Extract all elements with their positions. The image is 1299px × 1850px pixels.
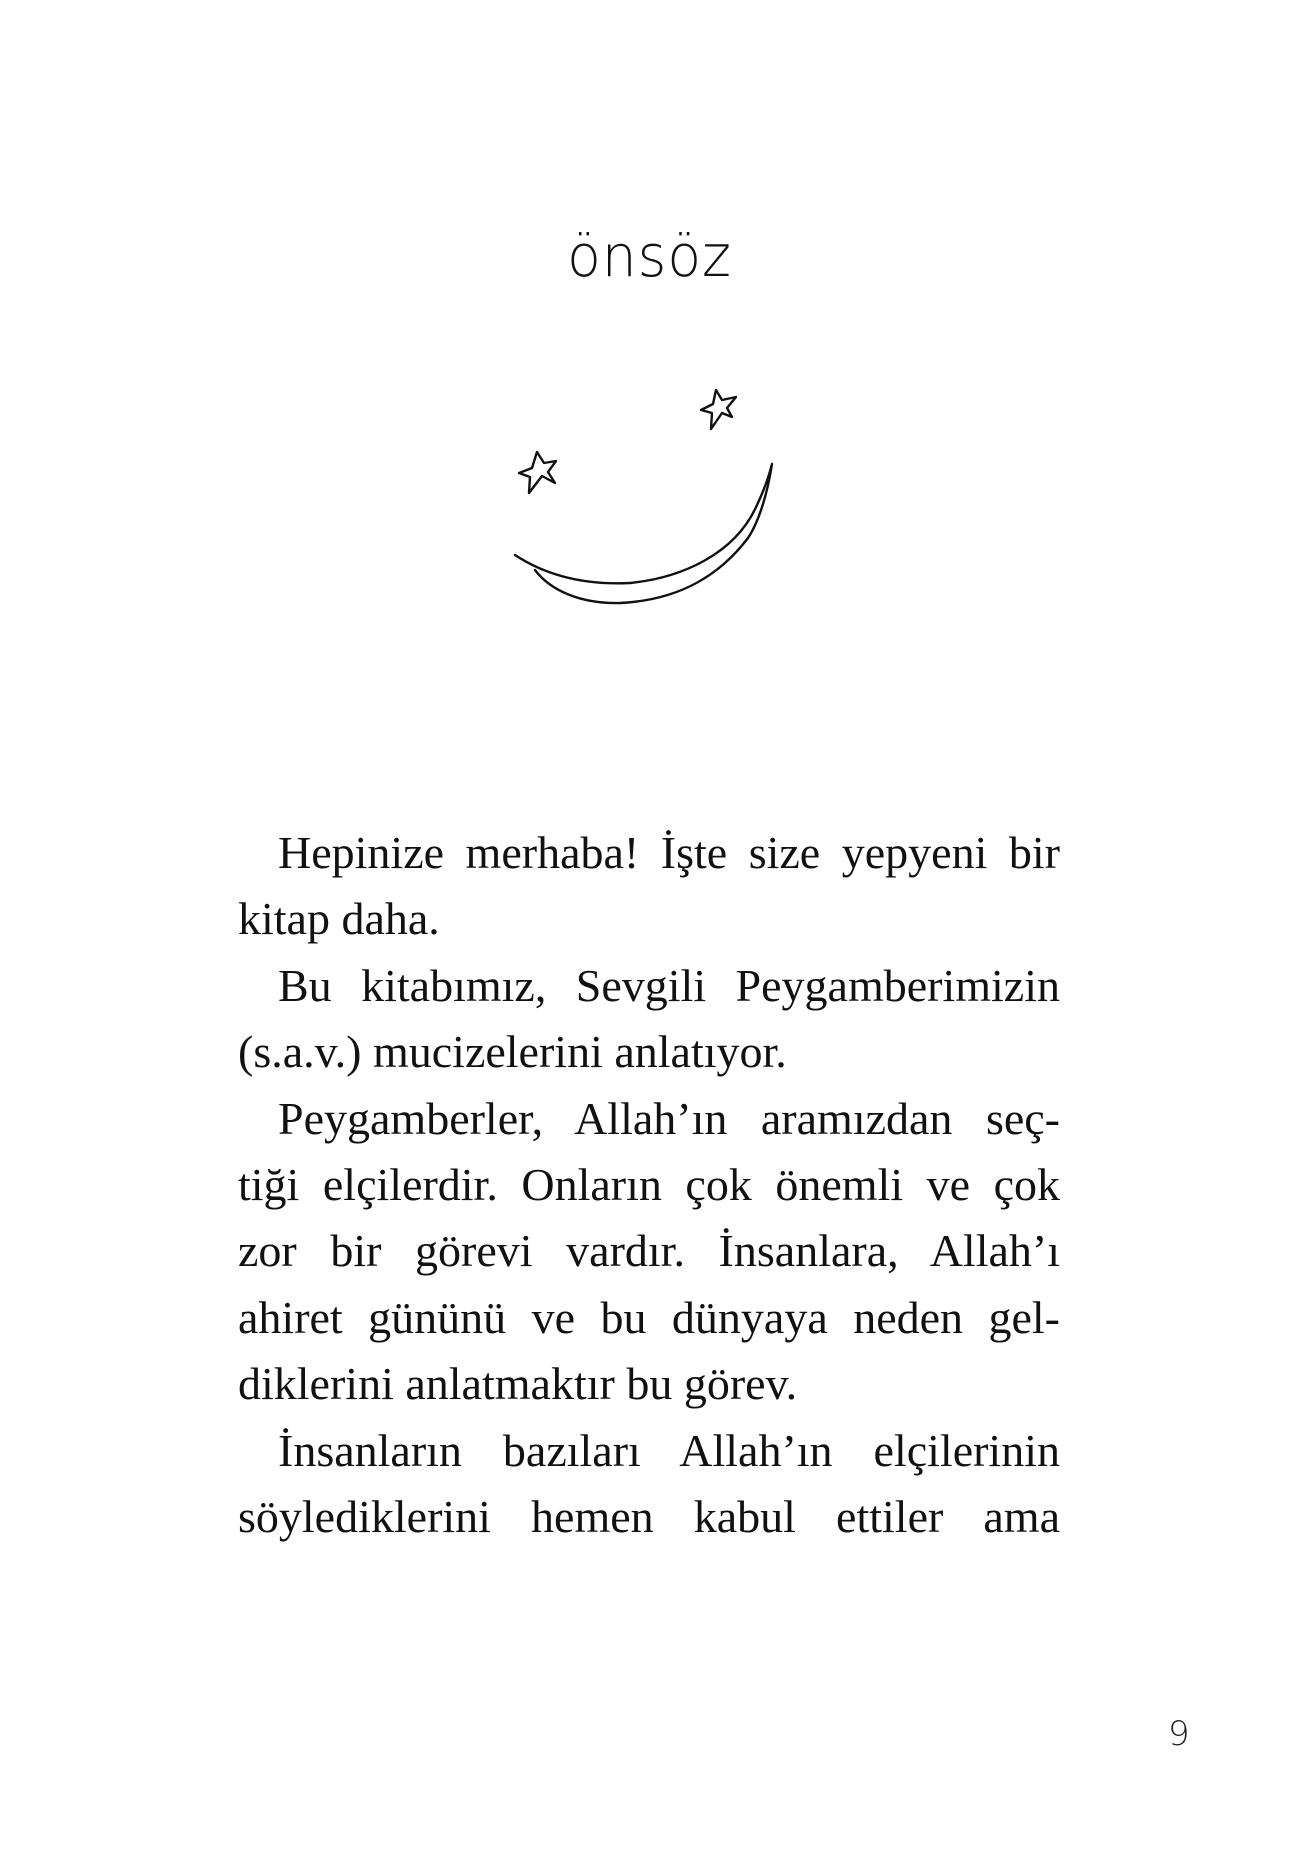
text-line: ahiret gününü ve bu dünyaya neden gel- [238,1291,1060,1343]
text-line: Hepinize merhaba! İşte size yepyeni bir [278,827,1060,878]
text-line: söylediklerini hemen kabul ettiler ama [238,1491,1060,1543]
star-icon [701,390,736,429]
text-line: tiği elçilerdir. Onların çok önemli ve çok [238,1159,1060,1211]
text-line: diklerini anlatmaktır bu görev. [238,1358,798,1410]
text-line: Peygamberler, Allah’ın aramızdan seç- [278,1092,1060,1144]
text-line: zor bir görevi vardır. İnsanlara, Allah’ı [238,1225,1060,1277]
text-line: İnsanların bazıları Allah’ın elçilerinin [278,1424,1060,1476]
crescent-moon-icon [515,464,772,603]
paragraph [238,1086,1060,1418]
star-icon [519,452,556,493]
text-line: (s.a.v.) mucizelerini anlatıyor. [238,1026,787,1078]
foreword-body [238,820,1060,1550]
paragraph [238,820,1060,953]
chapter-title: önsöz [567,222,732,290]
page-number: 9 [1168,1714,1190,1754]
text-line: kitap daha. [238,893,440,945]
paragraph [238,1418,1060,1551]
text-line: Bu kitabımız, Sevgili Peygamberimizin [278,959,1060,1011]
paragraph [238,953,1060,1086]
crescent-moon-stars-illustration [480,360,800,630]
